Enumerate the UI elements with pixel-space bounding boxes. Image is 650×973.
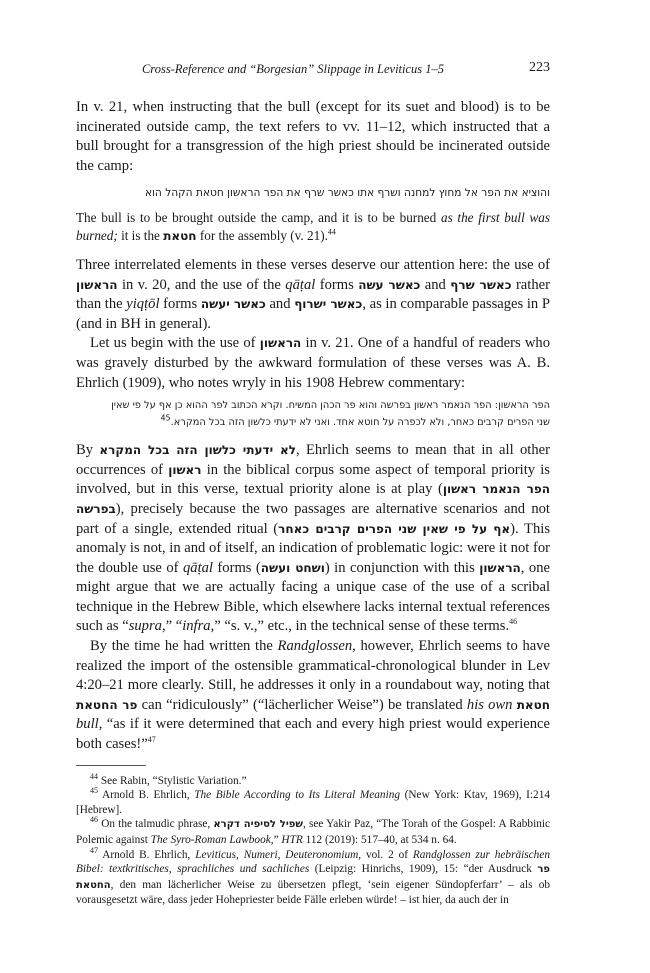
- footnote-ref-47[interactable]: 47: [147, 735, 156, 745]
- footnote-46: $^{46}$ On the talmudic phrase, שפיל לסיפיה דקרא, see Yakir Paz, “The Torah of the Gospel: A Rabbinic Polemic against The Syro-Roman Lawbook,” HTR 112 (2019): 517–40, at 534 n. 64.: [76, 815, 551, 846]
- ehrlich-hebrew-quote: [76, 397, 550, 431]
- footnote-ref-46[interactable]: 46: [509, 617, 518, 627]
- paragraph-5: By the time he had written the Randglossen, however, Ehrlich seems to have realized the import of the ostensible grammatical-chronological blunder in Lev 4:20–21 more clearly. Still, he addresses it only in a roundabout way, noting that פר החטאת can “ridiculously” (“lächerlicher Weise”) be translated his own חטאת bull, “as if it were determined that each and every high priest would experience both cases!”$^{47}$: [76, 638, 551, 753]
- footnotes: [76, 771, 551, 908]
- paragraph-1: In v. 21, when instructing that the bull (except for its suet and blood) is to be incinerated outside camp, the text refers to vv. 11–12, which instructed that a bull brought for a transgression of the high priest should be incinerated outside the camp:: [76, 99, 550, 174]
- footnote-rule: [76, 765, 146, 766]
- running-head: Cross-Reference and “Borgesian” Slippage in Leviticus 1–5: [141, 62, 445, 76]
- page-header: [76, 60, 550, 80]
- footnote-45: $^{45}$ Arnold B. Ehrlich, The Bible According to Its Literal Meaning (New York: Ktav, 1969), I:214 [Hebrew].: [76, 786, 550, 816]
- footnote-44: $^{44}$ See Rabin, “Stylistic Variation.”: [90, 771, 247, 787]
- paragraph-3: Let us begin with the use of הראשון in v. 21. One of a handful of readers who was gravely disturbed by the awkward formulation of these verses was A. B. Ehrlich (1909), who notes wryly in his 1908 Hebrew commentary:: [76, 335, 550, 391]
- verse-translation: The bull is to be brought outside the camp, and it is to be burned as the first bull was burned; it is the חטאת for the assembly (v. 21).$^{44}$: [76, 210, 550, 244]
- page-number: 223: [529, 60, 550, 75]
- footnote-ref-45[interactable]: 45: [160, 413, 171, 423]
- footnote-ref-44[interactable]: 44: [327, 227, 336, 237]
- hebrew-verse-quote: והוציא את הפר אל מחוץ למחנה ושרף אתו כאשר שרף את הפר הראשון חטאת הקהל הוא: [144, 187, 550, 200]
- ehrlich-quote-line-2: שני הפרים קרבים כאחר, ולא לכפרה על חוטא אחד. ואני לא ידעתי כלשון הזה בכל המקרא.$^{45}$: [160, 413, 550, 429]
- ehrlich-quote-line-1: הפר הראשון: הפר הנאמר ראשון בפרשה והוא פר הכהן המשיח. וקרא הכתוב לפר ההוא כן אף על פי שאין: [111, 400, 550, 412]
- paragraph-4: By לא ידעתי כלשון הזה בכל המקרא, Ehrlich seems to mean that in all other occurrences of ראשון in the biblical corpus some aspect of temporal priority is involved, but in this verse, textual priority alone is at play (הפר הנאמר ראשון בפרשה), precisely because the two passages are alternative scenarios and not part of a single, extended ritual (אף על פי שאין שני הפרים קרבים כאחר). This anomaly is not, in and of itself, an indication of problematic logic: were it not for the double use of qāṭal forms (ושחט ועשה) in conjunction with this הראשון, one might argue that we are actually facing a unique case of the use of a scribal technique in the Hebrew Bible, which elsewhere lacks internal textual references such as “supra,” “infra,” “s. v.,” etc., in the technical sense of these terms.$^{46}$: [76, 442, 551, 635]
- paragraph-2: Three interrelated elements in these verses deserve our attention here: the use of הראשון in v. 20, and the use of the qāṭal forms כאשר עשה and כאשר שרף rather than the yiqṭōl forms כאשר יעשה and כאשר ישרוף, as in comparable passages in P (and in BH in general).: [76, 256, 550, 332]
- footnote-47: $^{47}$ Arnold B. Ehrlich, Leviticus, Numeri, Deuteronomium, vol. 2 of Randglossen zur hebräischen Bibel: textkritisches, sprachliches und sachliches (Leipzig: Hinrichs, 1909), 15: “der Ausdruck פר החטאת, den man lächerlicher Weise zu übersetzen pflegt, ‘sein eigener Sündopferfarr’ – als ob vorausgesetzt wäre, dass jeder Hohepriester beide Fälle erleben würde! – ist hier, da auch der in: [76, 845, 550, 907]
- main-text: [76, 98, 550, 908]
